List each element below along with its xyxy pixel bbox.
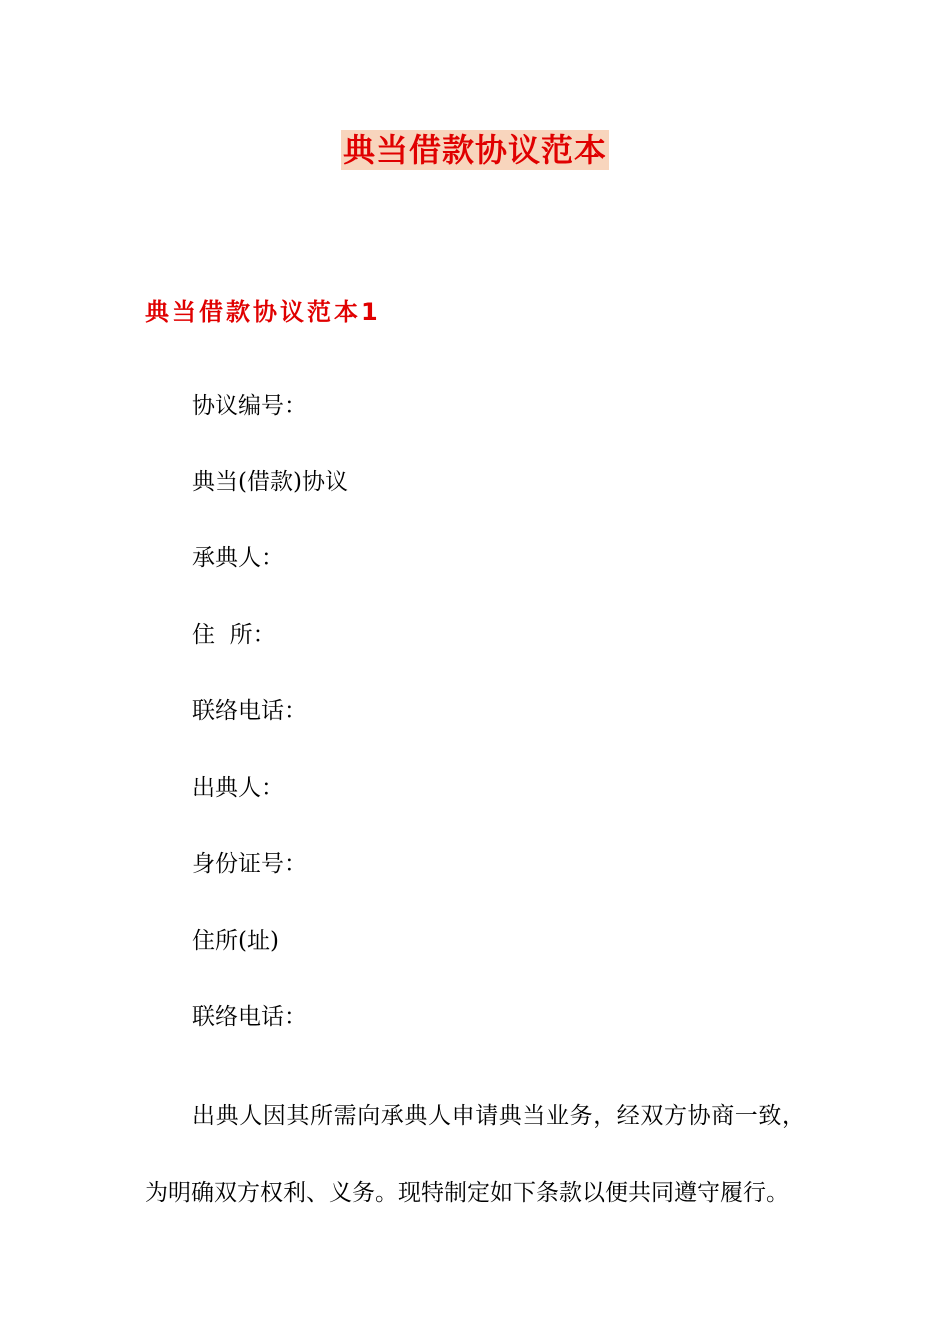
agreement-number-label: 协议编号： — [192, 393, 307, 419]
pawnee-label: 承典人： — [192, 545, 284, 571]
section-heading: 典当借款协议范本1 — [145, 298, 381, 326]
pawnor-label: 出典人： — [192, 775, 284, 801]
document-title-text: 典当借款协议范本 — [342, 131, 607, 169]
agreement-type-line: 典当(借款)协议 — [192, 469, 348, 495]
body-paragraph: 出典人因其所需向承典人申请典当业务，经双方协商一致，为明确双方权利、义务。现特制定如下条款以便共同遵守履行。 — [145, 1103, 805, 1206]
pawnee-address-label: 住 所： — [192, 622, 276, 648]
pawnor-address-label: 住所(址) — [192, 928, 279, 954]
pawnee-phone-label: 联络电话： — [192, 698, 307, 724]
id-number-label: 身份证号： — [192, 851, 307, 877]
document-title — [0, 128, 950, 172]
pawnor-phone-label: 联络电话： — [192, 1004, 307, 1030]
